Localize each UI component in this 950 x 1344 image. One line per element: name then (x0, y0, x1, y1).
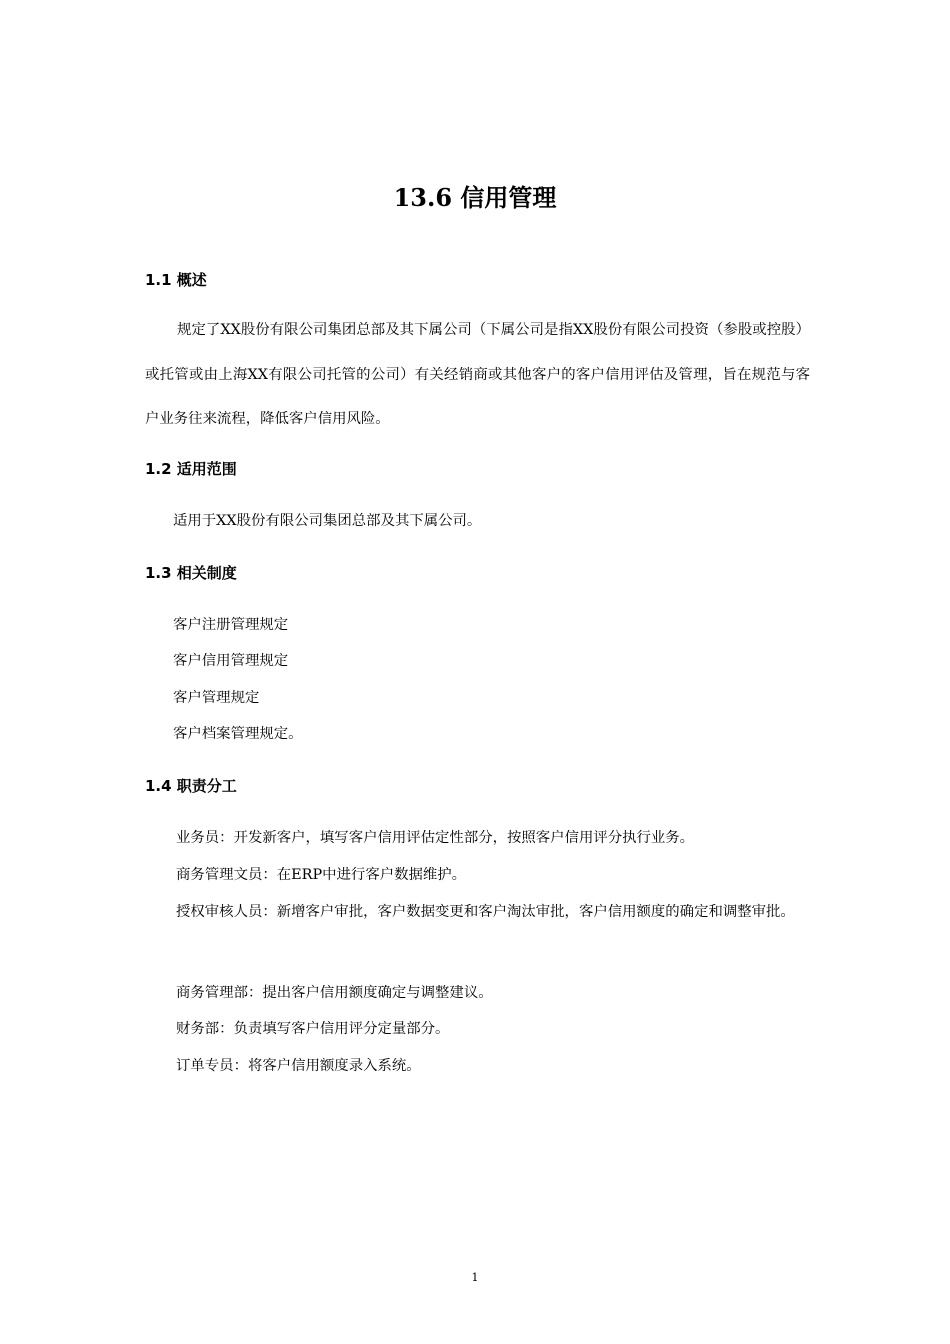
responsibility-item: 订单专员：将客户信用额度录入系统。 (176, 1058, 421, 1074)
responsibility-item: 商务管理部：提出客户信用额度确定与调整建议。 (176, 985, 493, 1001)
section-heading-scope: 1.2 适用范围 (145, 460, 237, 478)
responsibility-item: 业务员：开发新客户，填写客户信用评估定性部分，按照客户信用评分执行业务。 (176, 830, 695, 846)
section-heading-related-rules: 1.3 相关制度 (145, 564, 237, 582)
responsibility-item: 授权审核人员：新增客户审批，客户数据变更和客户淘汰审批，客户信用额度的确定和调整审批。 (176, 904, 795, 920)
section-heading-responsibilities: 1.4 职责分工 (145, 777, 237, 795)
responsibility-item: 商务管理文员：在ERP中进行客户数据维护。 (176, 867, 467, 883)
related-rule-item: 客户档案管理规定。 (173, 726, 303, 742)
related-rule-item: 客户注册管理规定 (173, 617, 289, 633)
related-rule-item: 客户管理规定 (173, 690, 260, 706)
related-rule-item: 客户信用管理规定 (173, 653, 289, 669)
responsibility-item: 财务部：负责填写客户信用评分定量部分。 (176, 1021, 450, 1037)
scope-paragraph: 适用于XX股份有限公司集团总部及其下属公司。 (173, 513, 482, 529)
page-number: 1 (471, 1271, 479, 1284)
overview-paragraph: 规定了XX股份有限公司集团总部及其下属公司（下属公司是指XX股份有限公司投资（参股或控股）或托管或由上海XX有限公司托管的公司）有关经销商或其他客户的客户信用评估及管理，旨在规范与客户业务往来流程，降低客户信用风险。 (145, 322, 810, 427)
section-heading-overview: 1.1 概述 (145, 271, 207, 289)
page-title: 13.6 信用管理 (393, 183, 557, 212)
